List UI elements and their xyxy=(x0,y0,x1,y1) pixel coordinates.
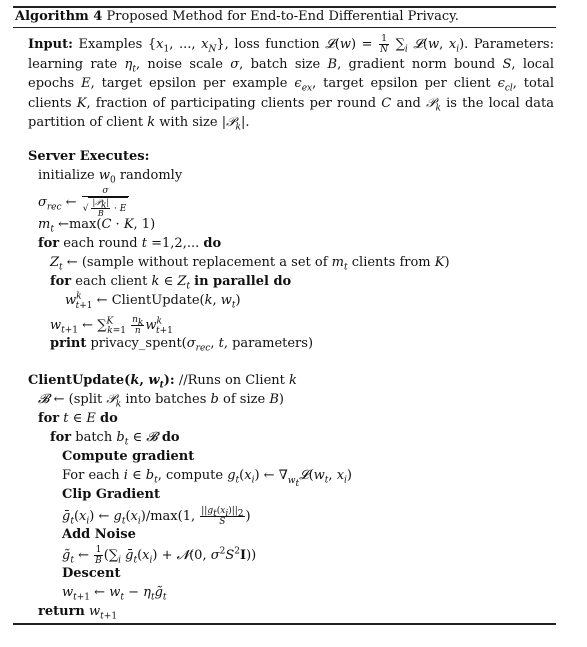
server-line-init: initialize $w_0$ randomly xyxy=(38,168,183,186)
input-text: , noise scale xyxy=(135,57,223,72)
client-step-add-noise: Add Noise xyxy=(62,527,136,542)
header-rule xyxy=(13,27,556,28)
input-paragraph: Input: Examples {$x_1$, ..., $x_N$}, loss function 𝓛(w) = $\frac{1}{N}$ $\sum_i$ 𝓛(w, $x_i$). Parameters: learning rate $\eta_t$, noise scale σ, batch size B, gradient norm bound S, local epochs E, target epsilon per example $\epsilon_{ex}$, target epsilon per client $\epsilon_{cl}$, total clients K, fraction of participating clients per round C and 𝒫$_k$ is the local data partition of client k with size |𝒫$_k$|. xyxy=(28,34,554,133)
client-line-for-batch: for batch $b_t$ ∈ 𝓑 do xyxy=(50,430,180,448)
client-step-clip-gradient: Clip Gradient xyxy=(62,487,160,502)
server-line-aggregate: $w_{t+1}$ ← ∑$^K_{k=1}$ $\frac{n_k}{n}$ $w^k_{t+1}$ xyxy=(50,315,173,336)
server-line-client-update: $w^k_{t+1}$ ← ClientUpdate(k, $w_t$) xyxy=(65,291,241,311)
input-text: , fraction of participating clients per round xyxy=(86,95,377,111)
input-text: , batch size xyxy=(239,57,321,72)
input-text: , loss function xyxy=(224,37,320,52)
server-heading: Server Executes: xyxy=(28,149,150,164)
server-line-print: print $privacy\_spent(\sigma_{rec}$, t, parameters) xyxy=(50,336,314,354)
algorithm-caption xyxy=(15,8,459,25)
client-line-clip: $ḡ_t(x_i)$ ← $g_t(x_i)/\max(1$, $\frac{||g_t(x_i)||_2}{S}$ ) xyxy=(62,506,251,527)
input-text: with size xyxy=(159,115,218,131)
input-text: , target epsilon per client xyxy=(312,76,491,92)
client-line-return: return $w_{t+1}$ xyxy=(38,604,118,622)
algorithm-label: Algorithm 4 xyxy=(15,9,103,24)
input-text: . Parameters: learning rate xyxy=(28,37,554,72)
client-step-compute-gradient: Compute gradient xyxy=(62,449,195,464)
input-text: , target epsilon per example xyxy=(90,76,288,92)
input-text: is the local data partition of client xyxy=(28,95,554,131)
input-text: , total clients xyxy=(28,76,554,111)
bottom-rule xyxy=(13,623,556,625)
server-line-zt: $Z_t$ ← (sample without replacement a set of $m_t$ clients from K) xyxy=(50,255,450,273)
server-line-mt: $m_t$ ←max(C · K, 1) xyxy=(38,217,156,235)
server-line-sigma: $\sigma_{rec}$ ← σ √ $\frac{|𝒫_k|}{B}$ · E xyxy=(38,186,130,219)
server-line-for-round: for each round t =1,2,... do xyxy=(38,236,222,251)
input-text: and xyxy=(396,95,421,111)
server-line-for-client: for each client k ∈ $Z_t$ in parallel do xyxy=(50,274,292,292)
client-line-split: 𝓑 ← (split 𝒫$_k$ into batches b of size B) xyxy=(38,392,284,410)
algorithm-title: Proposed Method for End-to-End Differential Privacy. xyxy=(106,9,459,24)
input-text: Examples xyxy=(78,37,143,52)
algorithm-body xyxy=(28,34,554,133)
client-line-gradient: For each i ∈ $b_t$, compute $g_t(x_i)$ ← $\nabla_{w_t}𝓛(w_t$, $x_i$) xyxy=(62,468,352,489)
client-line-noise: $g̃_t$ ← $\frac{1}{B}$ ($\sum_i$ $ḡ_t(x_i)$ + 𝓝(0, $\sigma^2S^2I$)) xyxy=(62,545,257,566)
client-line-for-epoch: for t ∈ E do xyxy=(38,411,118,426)
client-step-descent: Descent xyxy=(62,566,121,581)
input-label: Input: xyxy=(28,37,73,52)
input-text: , gradient norm bound xyxy=(337,57,496,72)
client-heading: ClientUpdate(k, $w_t$): //Runs on Client k xyxy=(28,373,297,391)
client-line-descent: $w_{t+1}$ ← $w_t$ − $\eta_tg̃_t$ xyxy=(62,585,167,603)
